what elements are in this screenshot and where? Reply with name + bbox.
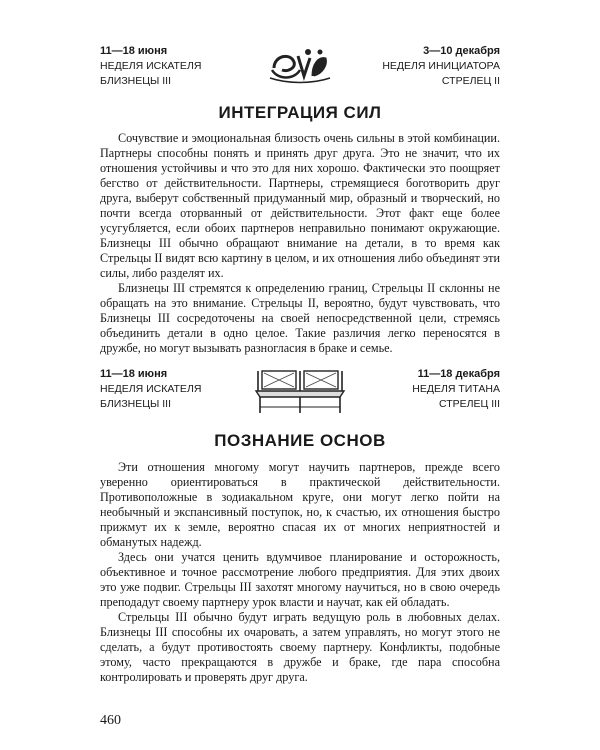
paragraph: Эти отношения многому могут научить партнеров, прежде всего уверенно ориентироваться в практической действительности. Противоположные в зодиакальном круге, они могут легко пойти на необычный и экспансивный поступок, но, к счастью, их отношения быстро прижмут их к земле, вероятно спасая их от многих неприятностей и обманутых надежд. [100, 460, 500, 549]
right-date: 11—18 декабря [417, 368, 500, 380]
left-date: 11—18 июня [100, 45, 168, 57]
pairing-left-sign [100, 367, 260, 412]
page-number: 460 [100, 713, 121, 728]
left-sign: БЛИЗНЕЦЫ III [100, 398, 171, 410]
paragraph: Стрельцы III обычно будут играть ведущую роль в любовных делах. Близнецы III способны их очаровать, а затем управлять, но могут этого не сделать, а будут противостоять своему партнеру. Конфликты, подобные этому, часто прекращаются в дружбе и браке, где пара способна контролировать и проверять друг друга. [100, 610, 500, 684]
right-week: НЕДЕЛЯ ТИТАНА [412, 383, 500, 395]
right-sign: СТРЕЛЕЦ II [441, 75, 500, 87]
paragraph: Здесь они учатся ценить вдумчивое планирование и осторожность, объективное и точное рассмотрение любого предприятия. Для этих двоих это уже подвиг. Стрельцы III захотят многому научиться, но в свою очередь преподадут своему партнеру урок власти и научат, как ей обладать. [100, 550, 500, 609]
left-sign: БЛИЗНЕЦЫ III [100, 75, 171, 87]
leaf-vine-ornament-icon [268, 46, 332, 86]
paragraph: Сочувствие и эмоциональная близость очень сильны в этой комбинации. Партнеры способны понять и принять друг друга. Это не значит, что их отношения устойчивы и что это для них хорошо. Фактически это поощряет бегство от действительности. Партнеры, стремящиеся боготворить друг друга, выберут собственный придуманный мир, образный и творческий, но почти всегда оторванный от действительности. Этот факт еще более усугубляется, если обоих партнеров неправильно понимают окружающие. Близнецы III обычно обращают внимание на детали, в то время как Стрельцы II видят всю картину в целом, и их отношения либо объединят эти силы, либо разделят их. [100, 131, 500, 280]
left-date: 11—18 июня [100, 368, 168, 380]
pairing-left-sign [100, 44, 260, 89]
right-sign: СТРЕЛЕЦ III [439, 398, 500, 410]
section-body-2 [100, 460, 500, 685]
section-title-2: ПОЗНАНИЕ ОСНОВ [214, 431, 386, 450]
love-seat-illustration-icon [252, 367, 348, 415]
pairing-header-1 [100, 44, 500, 94]
left-week: НЕДЕЛЯ ИСКАТЕЛЯ [100, 383, 202, 395]
pairing-right-sign [340, 44, 500, 89]
left-week: НЕДЕЛЯ ИСКАТЕЛЯ [100, 60, 202, 72]
pairing-header-2 [100, 367, 500, 417]
section-body-1 [100, 131, 500, 356]
pairing-right-sign [340, 367, 500, 412]
section-title-1: ИНТЕГРАЦИЯ СИЛ [218, 103, 382, 122]
right-date: 3—10 декабря [423, 45, 500, 57]
paragraph: Близнецы III стремятся к определению границ, Стрельцы II склонны не обращать на это внимание. Стрельцы II, вероятно, будут чувствовать, что Близнецы III сосредоточены на своей непосредственной цели, стремясь объединить детали в одно целое. Такие различия легко переносятся в дружбе, но могут вызывать разногласия в браке и семье. [100, 281, 500, 355]
right-week: НЕДЕЛЯ ИНИЦИАТОРА [382, 60, 500, 72]
